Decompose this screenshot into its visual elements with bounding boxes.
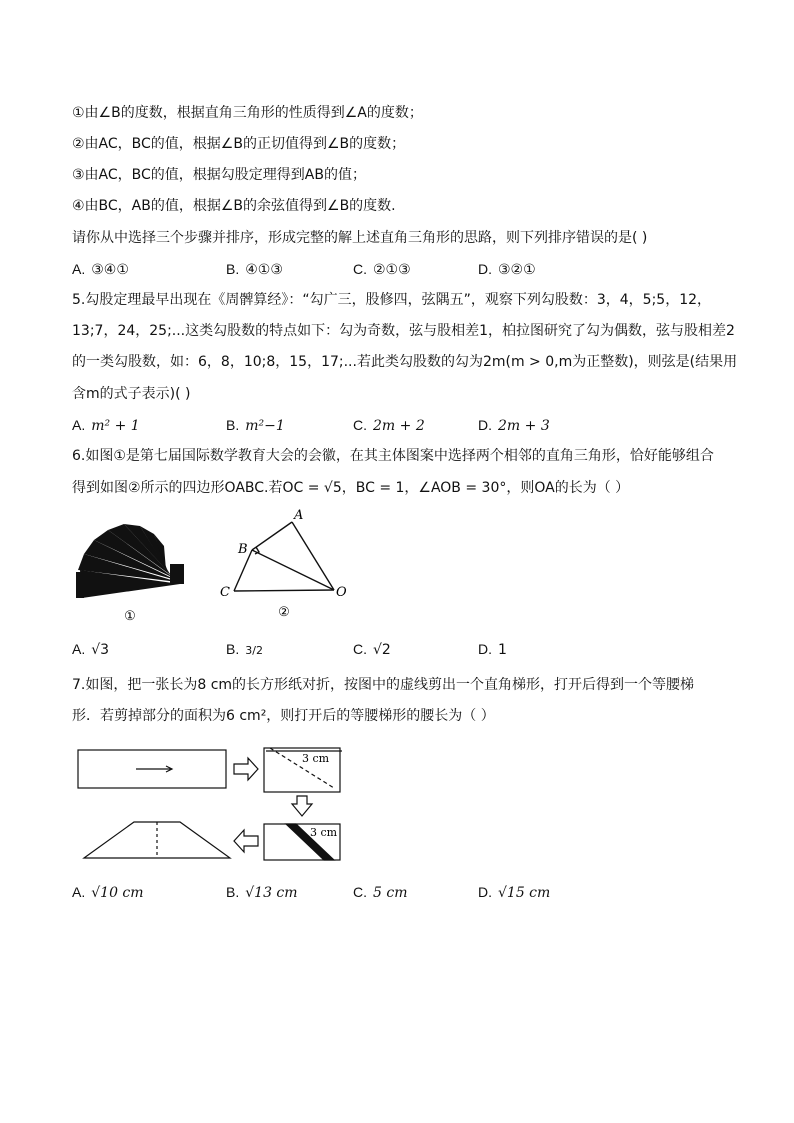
label-c: C: [220, 585, 230, 600]
fig2-caption: ②: [278, 605, 290, 620]
label-o: O: [336, 585, 347, 600]
step-1: ①由∠B的度数，根据直角三角形的性质得到∠A的度数；: [72, 105, 423, 121]
q7-option-a[interactable]: A. √10 cm: [72, 884, 144, 901]
q7-option-d[interactable]: D. √15 cm: [478, 884, 551, 901]
step-4: ④由BC，AB的值，根据∠B的余弦值得到∠B的度数.: [72, 198, 396, 214]
q6-option-a[interactable]: A. √3: [72, 641, 110, 658]
step-2: ②由AC，BC的值，根据∠B的正切值得到∠B的度数；: [72, 136, 406, 152]
q5-line-4: 含m的式子表示)( ): [72, 386, 191, 402]
quadrilateral-figure: [214, 506, 354, 626]
q7-option-c[interactable]: C. 5 cm: [353, 884, 408, 901]
label-a: A: [294, 508, 304, 523]
q5-option-c[interactable]: C. 2m + 2: [353, 417, 425, 434]
fig1-caption: ①: [124, 609, 136, 624]
q5-option-d[interactable]: D. 2m + 3: [478, 417, 550, 434]
q7-line-1: 7.如图，把一张长为8 cm的长方形纸对折，按图中的虚线剪出一个直角梯形，打开后得到一个等腰梯: [72, 677, 695, 693]
q5-line-3: 的一类勾股数，如：6，8，10;8，15，17;...若此类勾股数的勾为2m(m > 0,m为正整数)，则弦是(结果用: [72, 354, 738, 370]
q6-option-c[interactable]: C. √2: [353, 641, 391, 658]
label-3cm-mid: 3 cm: [310, 826, 338, 839]
q5-option-a[interactable]: A. m² + 1: [72, 417, 140, 434]
q4-prompt: 请你从中选择三个步骤并排序，形成完整的解上述直角三角形的思路，则下列排序错误的是( ): [72, 230, 648, 246]
q6-line-2: 得到如图②所示的四边形OABC.若OC = √5，BC = 1，∠AOB = 30°，则OA的长为（ ）: [72, 480, 630, 496]
q4-option-b[interactable]: B. ④①③: [226, 261, 283, 278]
q7-line-2: 形．若剪掉部分的面积为6 cm²，则打开后的等腰梯形的腰长为（ ）: [72, 708, 495, 724]
paper-fold-figure: [76, 742, 356, 866]
q6-option-d[interactable]: D. 1: [478, 641, 507, 658]
q4-option-d[interactable]: D. ③②①: [478, 261, 536, 278]
q6-option-b[interactable]: B. 3/2: [226, 641, 263, 657]
q5-line-1: 5.勾股定理最早出现在《周髀算经》：“勾广三，股修四，弦隅五”，观察下列勾股数：3，4，5;5，12，: [72, 292, 712, 308]
q4-option-c[interactable]: C. ②①③: [353, 261, 411, 278]
q4-option-a[interactable]: A. ③④①: [72, 261, 129, 278]
label-b: B: [238, 542, 248, 557]
q5-option-b[interactable]: B. m²−1: [226, 417, 285, 434]
q7-option-b[interactable]: B. √13 cm: [226, 884, 298, 901]
step-3: ③由AC，BC的值，根据勾股定理得到AB的值；: [72, 167, 366, 183]
label-3cm-top: 3 cm: [302, 752, 330, 765]
emblem-figure: [74, 520, 188, 626]
q6-line-1: 6.如图①是第七届国际数学教育大会的会徽，在其主体图案中选择两个相邻的直角三角形，恰好能够组合: [72, 448, 714, 464]
q5-line-2: 13;7，24，25;...这类勾股数的特点如下：勾为奇数，弦与股相差1，柏拉图研究了勾为偶数，弦与股相差2: [72, 323, 735, 339]
